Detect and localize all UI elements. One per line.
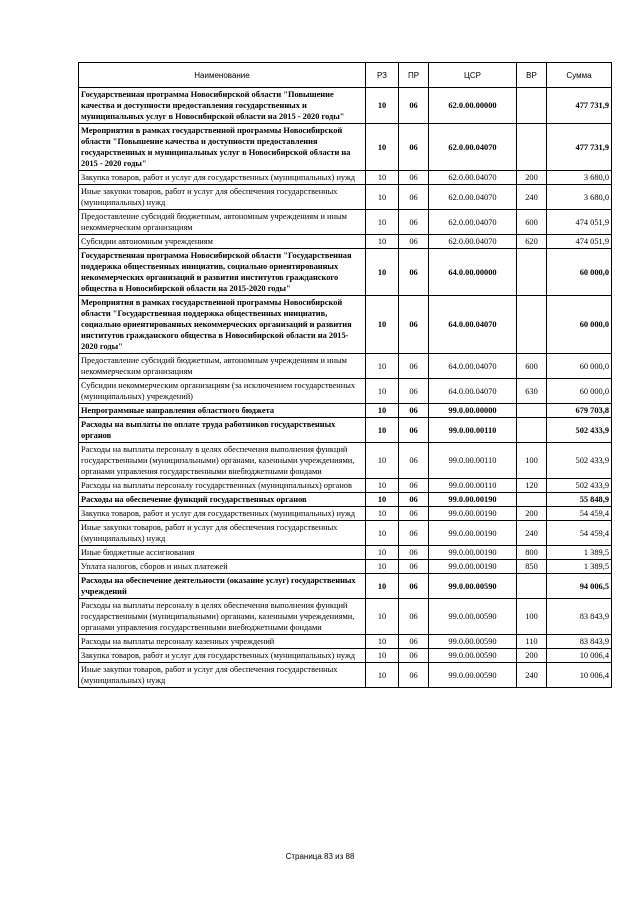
row-csr-cell: 62.0.00.04070 — [429, 185, 517, 210]
row-rz-cell: 10 — [366, 635, 399, 649]
table-body — [79, 88, 612, 688]
row-rz-cell: 10 — [366, 88, 399, 124]
row-csr-cell: 99.0.00.00110 — [429, 479, 517, 493]
row-pr-cell: 06 — [399, 171, 429, 185]
row-sum-cell: 60 000,0 — [547, 379, 612, 404]
row-sum-cell: 679 703,8 — [547, 404, 612, 418]
row-csr-cell: 62.0.00.04070 — [429, 124, 517, 171]
row-vr-cell — [517, 296, 547, 354]
row-sum-cell: 83 843,9 — [547, 635, 612, 649]
row-pr-cell: 06 — [399, 296, 429, 354]
row-name-cell: Расходы на выплаты по оплате труда работников государственных органов — [79, 418, 366, 443]
row-name-cell: Государственная программа Новосибирской области "Государственная поддержка общественных инициатив, социально ориентированных некоммерческих организаций и развития институтов гражданского общества в Новосибирской области на 2015-2020 годы" — [79, 249, 366, 296]
row-rz-cell: 10 — [366, 663, 399, 688]
row-sum-cell: 10 006,4 — [547, 663, 612, 688]
row-vr-cell: 850 — [517, 560, 547, 574]
row-vr-cell: 600 — [517, 210, 547, 235]
row-sum-cell: 502 433,9 — [547, 443, 612, 479]
row-sum-cell: 1 389,5 — [547, 560, 612, 574]
row-csr-cell: 99.0.00.00190 — [429, 521, 517, 546]
row-sum-cell: 502 433,9 — [547, 418, 612, 443]
row-csr-cell: 99.0.00.00000 — [429, 404, 517, 418]
row-rz-cell: 10 — [366, 210, 399, 235]
row-sum-cell: 3 680,0 — [547, 171, 612, 185]
header-rz: РЗ — [366, 63, 399, 88]
row-name-cell: Иные закупки товаров, работ и услуг для обеспечения государственных (муниципальных) нужд — [79, 521, 366, 546]
table-row — [79, 635, 612, 649]
row-rz-cell: 10 — [366, 599, 399, 635]
table-row — [79, 185, 612, 210]
row-sum-cell: 10 006,4 — [547, 649, 612, 663]
row-name-cell: Предоставление субсидий бюджетным, автономным учреждениям и иным некоммерческим организациям — [79, 210, 366, 235]
row-csr-cell: 62.0.00.04070 — [429, 210, 517, 235]
row-name-cell: Предоставление субсидий бюджетным, автономным учреждениям и иным некоммерческим организациям — [79, 354, 366, 379]
table-row — [79, 296, 612, 354]
row-name-cell: Уплата налогов, сборов и иных платежей — [79, 560, 366, 574]
row-sum-cell: 60 000,0 — [547, 354, 612, 379]
row-rz-cell: 10 — [366, 185, 399, 210]
header-name: Наименование — [79, 63, 366, 88]
table-row — [79, 404, 612, 418]
table-row — [79, 479, 612, 493]
row-name-cell: Иные бюджетные ассигнования — [79, 546, 366, 560]
row-sum-cell: 502 433,9 — [547, 479, 612, 493]
row-pr-cell: 06 — [399, 507, 429, 521]
table-row — [79, 210, 612, 235]
table-row — [79, 379, 612, 404]
row-name-cell: Расходы на выплаты персоналу казенных учреждений — [79, 635, 366, 649]
row-pr-cell: 06 — [399, 635, 429, 649]
row-vr-cell — [517, 418, 547, 443]
row-csr-cell: 99.0.00.00590 — [429, 574, 517, 599]
row-name-cell: Непрограммные направления областного бюджета — [79, 404, 366, 418]
row-pr-cell: 06 — [399, 249, 429, 296]
table-row — [79, 88, 612, 124]
table-row — [79, 354, 612, 379]
row-vr-cell — [517, 574, 547, 599]
table-row — [79, 560, 612, 574]
row-pr-cell: 06 — [399, 354, 429, 379]
row-vr-cell: 200 — [517, 507, 547, 521]
row-sum-cell: 83 843,9 — [547, 599, 612, 635]
table-row — [79, 418, 612, 443]
row-rz-cell: 10 — [366, 649, 399, 663]
row-rz-cell: 10 — [366, 574, 399, 599]
table-row — [79, 521, 612, 546]
header-csr: ЦСР — [429, 63, 517, 88]
row-pr-cell: 06 — [399, 124, 429, 171]
row-pr-cell: 06 — [399, 649, 429, 663]
row-sum-cell: 54 459,4 — [547, 507, 612, 521]
row-pr-cell: 06 — [399, 88, 429, 124]
row-csr-cell: 64.0.00.04070 — [429, 379, 517, 404]
row-vr-cell: 100 — [517, 599, 547, 635]
table-row — [79, 493, 612, 507]
row-pr-cell: 06 — [399, 493, 429, 507]
row-rz-cell: 10 — [366, 296, 399, 354]
row-name-cell: Иные закупки товаров, работ и услуг для обеспечения государственных (муниципальных) нужд — [79, 185, 366, 210]
header-pr: ПР — [399, 63, 429, 88]
row-pr-cell: 06 — [399, 479, 429, 493]
row-pr-cell: 06 — [399, 574, 429, 599]
row-pr-cell: 06 — [399, 235, 429, 249]
row-vr-cell: 240 — [517, 185, 547, 210]
row-name-cell: Субсидии автономным учреждениям — [79, 235, 366, 249]
row-rz-cell: 10 — [366, 493, 399, 507]
row-vr-cell — [517, 493, 547, 507]
row-vr-cell: 630 — [517, 379, 547, 404]
row-vr-cell: 120 — [517, 479, 547, 493]
row-pr-cell: 06 — [399, 379, 429, 404]
row-pr-cell: 06 — [399, 560, 429, 574]
row-pr-cell: 06 — [399, 663, 429, 688]
row-pr-cell: 06 — [399, 185, 429, 210]
row-pr-cell: 06 — [399, 210, 429, 235]
row-csr-cell: 62.0.00.04070 — [429, 235, 517, 249]
row-pr-cell: 06 — [399, 418, 429, 443]
row-csr-cell: 99.0.00.00110 — [429, 418, 517, 443]
row-csr-cell: 99.0.00.00190 — [429, 493, 517, 507]
row-csr-cell: 62.0.00.04070 — [429, 171, 517, 185]
row-sum-cell: 3 680,0 — [547, 185, 612, 210]
row-sum-cell: 94 006,5 — [547, 574, 612, 599]
row-vr-cell — [517, 124, 547, 171]
row-csr-cell: 99.0.00.00110 — [429, 443, 517, 479]
row-rz-cell: 10 — [366, 235, 399, 249]
row-rz-cell: 10 — [366, 479, 399, 493]
row-rz-cell: 10 — [366, 418, 399, 443]
row-name-cell: Закупка товаров, работ и услуг для государственных (муниципальных) нужд — [79, 171, 366, 185]
table-row — [79, 599, 612, 635]
row-name-cell: Субсидии некоммерческим организациям (за исключением государственных (муниципальных) учреждений) — [79, 379, 366, 404]
row-pr-cell: 06 — [399, 443, 429, 479]
row-vr-cell: 200 — [517, 171, 547, 185]
row-name-cell: Мероприятия в рамках государственной программы Новосибирской области "Государственная поддержка общественных инициатив, социально ориентированных некоммерческих организаций и развития институтов гражданского общества в Новосибирской области на 2015-2020 годы" — [79, 296, 366, 354]
row-vr-cell — [517, 249, 547, 296]
row-csr-cell: 64.0.00.04070 — [429, 296, 517, 354]
row-rz-cell: 10 — [366, 171, 399, 185]
row-pr-cell: 06 — [399, 599, 429, 635]
row-sum-cell: 60 000,0 — [547, 296, 612, 354]
table-header-row — [79, 63, 612, 88]
row-sum-cell: 55 848,9 — [547, 493, 612, 507]
row-csr-cell: 64.0.00.04070 — [429, 354, 517, 379]
row-vr-cell: 240 — [517, 521, 547, 546]
row-vr-cell — [517, 88, 547, 124]
row-rz-cell: 10 — [366, 249, 399, 296]
table-row — [79, 574, 612, 599]
row-sum-cell: 60 000,0 — [547, 249, 612, 296]
row-csr-cell: 99.0.00.00590 — [429, 635, 517, 649]
table-row — [79, 649, 612, 663]
row-csr-cell: 62.0.00.00000 — [429, 88, 517, 124]
row-name-cell: Расходы на обеспечение деятельности (оказание услуг) государственных учреждений — [79, 574, 366, 599]
row-rz-cell: 10 — [366, 507, 399, 521]
table-row — [79, 235, 612, 249]
row-name-cell: Мероприятия в рамках государственной программы Новосибирской области "Повышение качества и доступности предоставления государственных и муниципальных услуг в Новосибирской области на 2015 - 2020 годы" — [79, 124, 366, 171]
row-name-cell: Иные закупки товаров, работ и услуг для обеспечения государственных (муниципальных) нужд — [79, 663, 366, 688]
table-row — [79, 171, 612, 185]
table-row — [79, 507, 612, 521]
row-rz-cell: 10 — [366, 379, 399, 404]
row-vr-cell — [517, 404, 547, 418]
row-csr-cell: 99.0.00.00590 — [429, 649, 517, 663]
row-name-cell: Расходы на выплаты персоналу в целях обеспечения выполнения функций государственными (муниципальными) органами, казенными учреждениями, органами управления государственными внебюджетными фондами — [79, 599, 366, 635]
page-number: Страница 83 из 88 — [285, 852, 355, 861]
row-sum-cell: 1 389,5 — [547, 546, 612, 560]
row-vr-cell: 110 — [517, 635, 547, 649]
row-rz-cell: 10 — [366, 443, 399, 479]
table-row — [79, 249, 612, 296]
row-name-cell: Закупка товаров, работ и услуг для государственных (муниципальных) нужд — [79, 507, 366, 521]
row-vr-cell: 200 — [517, 649, 547, 663]
row-sum-cell: 474 051,9 — [547, 235, 612, 249]
row-name-cell: Закупка товаров, работ и услуг для государственных (муниципальных) нужд — [79, 649, 366, 663]
row-sum-cell: 54 459,4 — [547, 521, 612, 546]
row-sum-cell: 477 731,9 — [547, 124, 612, 171]
row-csr-cell: 99.0.00.00590 — [429, 663, 517, 688]
row-rz-cell: 10 — [366, 124, 399, 171]
row-sum-cell: 477 731,9 — [547, 88, 612, 124]
row-rz-cell: 10 — [366, 546, 399, 560]
row-sum-cell: 474 051,9 — [547, 210, 612, 235]
row-rz-cell: 10 — [366, 521, 399, 546]
header-sum: Сумма — [547, 63, 612, 88]
row-vr-cell: 620 — [517, 235, 547, 249]
row-name-cell: Расходы на обеспечение функций государственных органов — [79, 493, 366, 507]
row-csr-cell: 99.0.00.00190 — [429, 507, 517, 521]
row-csr-cell: 99.0.00.00590 — [429, 599, 517, 635]
row-rz-cell: 10 — [366, 404, 399, 418]
row-csr-cell: 99.0.00.00190 — [429, 546, 517, 560]
row-name-cell: Государственная программа Новосибирской области "Повышение качества и доступности предоставления государственных и муниципальных услуг в Новосибирской области на 2015 - 2020 годы" — [79, 88, 366, 124]
row-rz-cell: 10 — [366, 560, 399, 574]
table-row — [79, 663, 612, 688]
table-row — [79, 443, 612, 479]
table-row — [79, 546, 612, 560]
row-pr-cell: 06 — [399, 404, 429, 418]
budget-table — [78, 62, 612, 688]
row-pr-cell: 06 — [399, 521, 429, 546]
row-csr-cell: 99.0.00.00190 — [429, 560, 517, 574]
row-name-cell: Расходы на выплаты персоналу государственных (муниципальных) органов — [79, 479, 366, 493]
row-rz-cell: 10 — [366, 354, 399, 379]
table-row — [79, 124, 612, 171]
row-name-cell: Расходы на выплаты персоналу в целях обеспечения выполнения функций государственными (муниципальными) органами, казенными учреждениями, органами управления государственными внебюджетными фондами — [79, 443, 366, 479]
row-csr-cell: 64.0.00.00000 — [429, 249, 517, 296]
row-vr-cell: 100 — [517, 443, 547, 479]
row-vr-cell: 600 — [517, 354, 547, 379]
row-vr-cell: 800 — [517, 546, 547, 560]
row-pr-cell: 06 — [399, 546, 429, 560]
header-vr: ВР — [517, 63, 547, 88]
row-vr-cell: 240 — [517, 663, 547, 688]
